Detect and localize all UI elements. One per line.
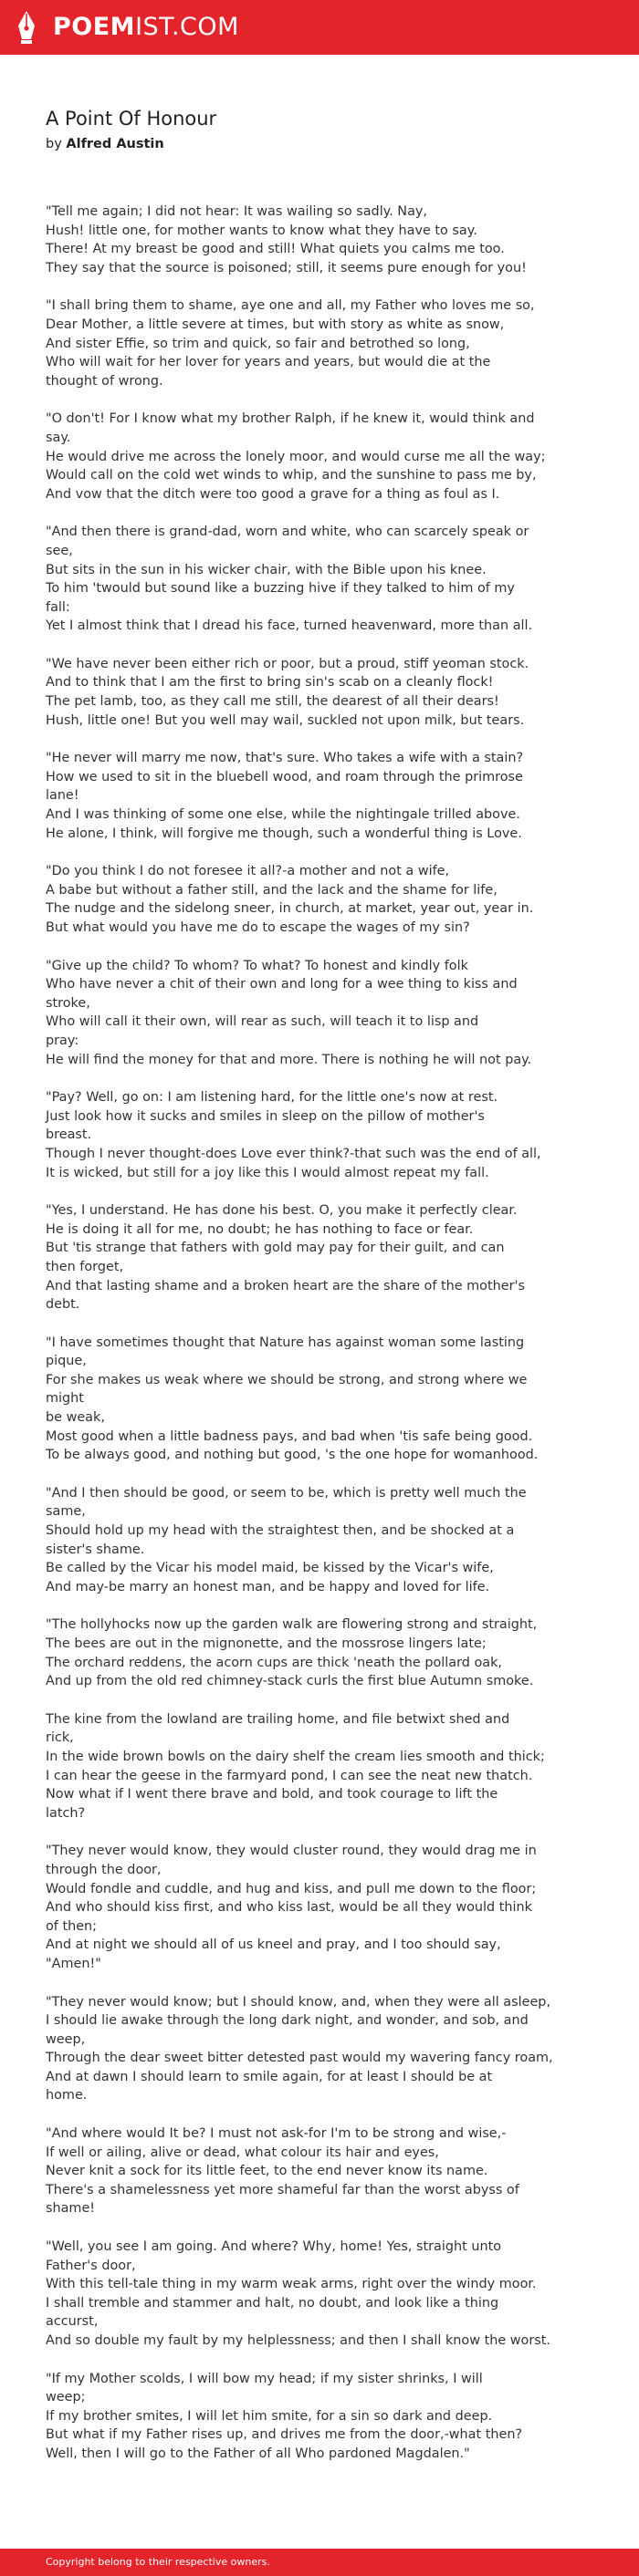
stanza (46, 1334, 557, 1465)
poem-line: But sits in the sun in his wicker chair, with the Bible upon his knee. (46, 562, 487, 577)
poem-line: say. (46, 430, 71, 445)
poem-line: "The hollyhocks now up the garden walk are flowering strong and straight, (46, 1617, 538, 1633)
stanza (46, 749, 557, 843)
poem-line: "And where would It be? I must not ask-for I'm to be strong and wise,- (46, 2126, 507, 2142)
poem-line: It is wicked, but still for a joy like this I would almost repeat my fall. (46, 1165, 489, 1180)
poem-line: Would fondle and cuddle, and hug and kiss, and pull me down to the floor; (46, 1881, 537, 1896)
poem-line: "Amen!" (46, 1956, 101, 1971)
poem-line: Just look how it sucks and smiles in sleep on the pillow of mother's (46, 1108, 485, 1124)
poem-line: of then; (46, 1918, 98, 1934)
poem-line: breast. (46, 1127, 92, 1143)
stanza (46, 1993, 557, 2106)
stanza (46, 1710, 557, 1823)
poem-line: Who will wait for her lover for years and years, but would die at the (46, 355, 491, 370)
logo-link[interactable] (0, 0, 239, 55)
poem-line: debt. (46, 1297, 80, 1313)
poem-line: "They never would know; but I should know, and, when they were all asleep, (46, 1994, 551, 2010)
poem-line: He alone, I think, will forgive me though, such a wonderful thing is Love. (46, 826, 522, 841)
fountain-pen-icon (16, 10, 37, 45)
stanza (46, 957, 557, 1070)
poem-line: But 'tis strange that fathers with gold may pay for their guilt, and can (46, 1241, 505, 1256)
poem-line: latch? (46, 1805, 86, 1821)
poem-line: "And I then should be good, or seem to be, which is pretty well much the (46, 1485, 527, 1501)
poem-line: Though I never thought-does Love ever think?-that such was the end of all, (46, 1146, 541, 1161)
poem-line: The bees are out in the mignonette, and the mossrose lingers late; (46, 1636, 487, 1651)
poem-line: same, (46, 1504, 86, 1520)
poem-line: Never knit a sock for its little feet, to the end never know its name. (46, 2164, 488, 2179)
stanza (46, 1484, 557, 1597)
poem-line: Father's door, (46, 2258, 136, 2273)
poem-line: "I shall bring them to shame, aye one and all, my Father who loves me so, (46, 298, 535, 314)
poem-line: "Well, you see I am going. And where? Why, home! Yes, straight unto (46, 2239, 502, 2255)
poem-line: And at night we should all of us kneel and pray, and I too should say, (46, 1937, 501, 1953)
poem-line: And so double my fault by my helplessness; and then I shall know the worst. (46, 2333, 550, 2348)
poem-line: A babe but without a father still, and the lack and the shame for life, (46, 882, 498, 898)
poem-line: I can hear the geese in the farmyard pond, I can see the neat new thatch. (46, 1768, 533, 1783)
poem-line: To him 'twould but sound like a buzzing hive if they talked to him of my (46, 581, 515, 597)
stanza (46, 2124, 557, 2218)
poem-line: "Yes, I understand. He has done his best. O, you make it perfectly clear. (46, 1203, 518, 1219)
logo-bold-text: POEM (53, 13, 136, 41)
logo-light-text: IST.COM (135, 13, 239, 41)
poem-line: "O don't! For I know what my brother Ralph, if he knew it, would think and (46, 411, 535, 427)
poem-line: Through the dear sweet bitter detested past would my wavering fancy roam, (46, 2051, 553, 2066)
poem-line: through the door, (46, 1862, 162, 1877)
poem-line: But what would you have me do to escape the wages of my sin? (46, 920, 470, 935)
poem-line: shame! (46, 2201, 96, 2217)
poem-line: fall: (46, 599, 70, 615)
stanza (46, 655, 557, 730)
poem-line: "Pay? Well, go on: I am listening hard, for the little one's now at rest. (46, 1090, 498, 1106)
poem-line: And vow that the ditch were too good a grave for a thing as foul as I. (46, 486, 500, 502)
stanza (46, 2370, 557, 2464)
poem-line: stroke, (46, 995, 90, 1011)
poem-line: And that lasting shame and a broken heart are the share of the mother's (46, 1278, 525, 1293)
poem-line: With this tell-tale thing in my warm weak arms, right over the windy moor. (46, 2277, 537, 2292)
poem-line: The orchard reddens, the acorn cups are thick 'neath the pollard oak, (46, 1655, 502, 1670)
poem-line: sister's shame. (46, 1542, 145, 1557)
poem-line: rick, (46, 1730, 74, 1746)
poem-line: "We have never been either rich or poor, but a proud, stiff yeoman stock. (46, 656, 529, 671)
poem-line: And who should kiss first, and who kiss last, would be all they would think (46, 1900, 532, 1916)
poem-line: Hush! little one, for mother wants to know what they have to say. (46, 223, 477, 238)
poem-line: Be called by the Vicar his model maid, be kissed by the Vicar's wife, (46, 1561, 494, 1576)
poem-line: For she makes us weak where we should be strong, and strong where we might (46, 1372, 528, 1407)
poem-line: The kine from the lowland are trailing home, and file betwixt shed and (46, 1711, 510, 1727)
poem-line: I should lie awake through the long dark night, and wonder, and sob, and (46, 2013, 529, 2029)
poem-line: And I was thinking of some one else, while the nightingale trilled above. (46, 807, 520, 823)
site-header (0, 0, 639, 55)
poem-line: accurst, (46, 2314, 99, 2330)
poem-line: Well, then I will go to the Father of all Who pardoned Magdalen." (46, 2446, 470, 2461)
poem-line: And sister Effie, so trim and quick, so fair and betrothed so long, (46, 336, 470, 351)
poem-line: Hush, little one! But you well may wail, suckled not upon milk, but tears. (46, 712, 525, 728)
poem-line: They say that the source is poisoned; still, it seems pure enough for you! (46, 260, 527, 275)
poem-line: He is doing it all for me, no doubt; he has nothing to face or fear. (46, 1221, 474, 1237)
poem-line: To be always good, and nothing but good, 's the one hope for womanhood. (46, 1448, 539, 1463)
poem-line: If my brother smites, I will let him smite, for a sin so dark and deep. (46, 2408, 493, 2424)
stanza (46, 1088, 557, 1182)
poem-line: thought of wrong. (46, 373, 163, 389)
poem-line: He would drive me across the lonely moor, and would curse me all the way; (46, 449, 546, 464)
poem-line: "And then there is grand-dad, worn and white, who can scarcely speak or (46, 525, 529, 540)
poem-line: "Do you think I do not foresee it all?-a mother and not a wife, (46, 864, 450, 879)
poem-title: A Point Of Honour (46, 108, 217, 130)
stanza (46, 862, 557, 937)
poem-line: pray: (46, 1033, 79, 1048)
poem-body (46, 203, 557, 2483)
poem-line: If well or ailing, alive or dead, what colour its hair and eyes, (46, 2145, 439, 2160)
poem-line: But what if my Father rises up, and drives me from the door,-what then? (46, 2427, 523, 2443)
poem-line: Dear Mother, a little severe at times, but with story as white as snow, (46, 317, 505, 332)
author-link[interactable]: Alfred Austin (66, 137, 164, 151)
poem-line: And at dawn I should learn to smile again, for at least I should be at (46, 2069, 493, 2084)
poem-line: "He never will marry me now, that's sure. Who takes a wife with a stain? (46, 751, 524, 766)
poem-line: Now what if I went there brave and bold, and took courage to lift the (46, 1787, 498, 1802)
poem-line: And to think that I am the first to bring sin's scab on a cleanly flock! (46, 675, 494, 691)
byline-prefix: by (46, 137, 62, 151)
poem-line: be weak, (46, 1410, 105, 1426)
poem-line: He will find the money for that and more. There is nothing he will not pay. (46, 1052, 532, 1067)
poem-line: The pet lamb, too, as they call me still, the dearest of all their dears! (46, 694, 499, 710)
poem-line: Yet I almost think that I dread his face, turned heavenward, more than all. (46, 618, 533, 634)
poem-line: see, (46, 543, 73, 558)
site-footer (0, 2549, 639, 2576)
poem-line: The nudge and the sidelong sneer, in church, at market, year out, year in. (46, 901, 534, 917)
poem-line: "Give up the child? To whom? To what? To honest and kindly folk (46, 958, 468, 973)
poem-line: In the wide brown bowls on the dairy shelf the cream lies smooth and thick; (46, 1749, 545, 1764)
poem-line: weep; (46, 2390, 86, 2405)
poem-line: Should hold up my head with the straightest then, and be shocked at a (46, 1523, 515, 1539)
poem-line: Who will call it their own, will rear as such, will teach it to lisp and (46, 1014, 479, 1030)
poem-line: Would call on the cold wet winds to whip, and the sunshine to pass me by, (46, 468, 537, 483)
poem-line: There! At my breast be good and still! What quiets you calms me too. (46, 242, 505, 257)
poem-line: home. (46, 2088, 88, 2103)
poem-line: Who have never a chit of their own and long for a wee thing to kiss and (46, 977, 518, 992)
poem-line: lane! (46, 788, 79, 804)
poem-line: And may-be marry an honest man, and be happy and loved for life. (46, 1579, 490, 1594)
stanza (46, 1201, 557, 1314)
poem-line: And up from the old red chimney-stack curls the first blue Autumn smoke. (46, 1674, 534, 1689)
poem-line: then forget, (46, 1259, 124, 1274)
poem-line: I shall tremble and stammer and halt, no doubt, and look like a thing (46, 2295, 499, 2311)
stanza (46, 1842, 557, 1973)
poem-line: How we used to sit in the bluebell wood, and roam through the primrose (46, 769, 523, 784)
stanza (46, 1615, 557, 1690)
stanza (46, 203, 557, 277)
poem-line: There's a shamelessness yet more shameful far than the worst abyss of (46, 2182, 519, 2197)
poem-line: "They never would know, they would cluster round, they would drag me in (46, 1844, 537, 1859)
poem-line: pique, (46, 1354, 87, 1369)
poem-line: "I have sometimes thought that Nature has against woman some lasting (46, 1335, 525, 1350)
stanza (46, 410, 557, 504)
copyright-notice: Copyright belong to their respective owners. (46, 2556, 270, 2568)
stanza (46, 2238, 557, 2351)
stanza (46, 523, 557, 636)
poem-line: weep, (46, 2031, 86, 2047)
stanza (46, 296, 557, 390)
poem-line: "Tell me again; I did not hear: It was wailing so sadly. Nay, (46, 204, 427, 219)
poem-line: Most good when a little badness pays, and bad when 'tis safe being good. (46, 1428, 533, 1444)
poem-line: "If my Mother scolds, I will bow my head; if my sister shrinks, I will (46, 2371, 483, 2386)
byline (46, 137, 164, 151)
site-logo (53, 12, 239, 43)
